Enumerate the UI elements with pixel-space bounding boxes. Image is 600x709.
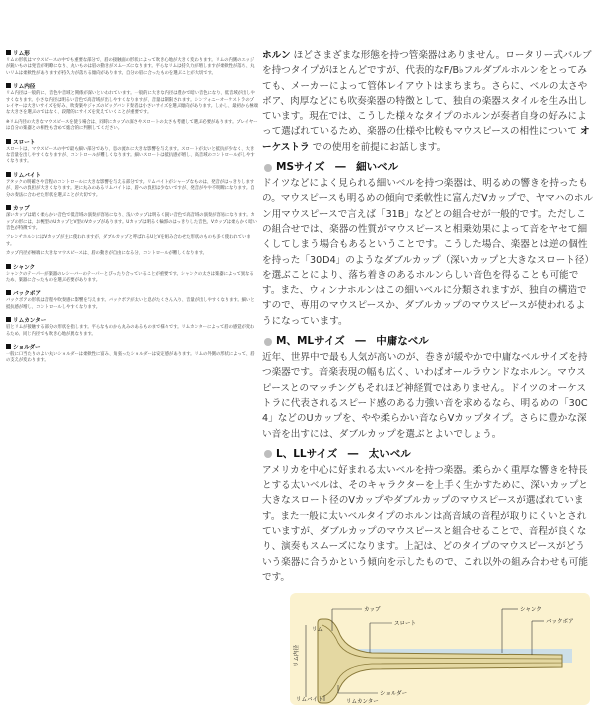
left-section-body [6,298,258,311]
left-section-title: リム形 [13,51,30,57]
label-throat: スロート [394,621,417,628]
square-bullet-icon [6,83,11,88]
left-section [6,290,258,311]
left-section-title: リムカンター [13,318,47,325]
label-rim-contour: リムカンター [346,699,379,706]
left-section-paragraph: リム内径は一般的に、音色や音域と関係が深いといわれています。一般的に大きな内径は豊かで暗い音色になり、低音域が出しやすくなります。小さな内径は明るい音色で高音域が出しやすくなりますが、音量は制限されます。シンフォニーオーケストラのプレイヤーは大きいサイズを好み、吹奏楽やジャズのビッグバンド奏者は小さいサイズを選ぶ傾向があります。しかし、最初から極端な大きさを選ぶのではなく、段階的にサイズを変えていくことが重要です。 [6,91,259,116]
left-section-paragraph: バックボアの形状は音程や吹奏感に影響を与えます。バックボアが太いと息がたくさん入り、音量が出しやすくなります。細いと抵抗感が増し、コントロールしやすくなります。 [6,298,255,310]
left-section-body [6,213,258,257]
square-bullet-icon [6,344,11,349]
label-rim: リム [312,627,324,634]
left-section-heading [6,264,258,272]
section-body-ms: ドイツなどによく見られる細いベルを持つ楽器は、明るめの響きを持ったもの。マウスピースも明るめの傾向で柔軟性に富んだVカップで、ヤマハのホルン用マウスピースで言えば「31B」などとの組合せが一般的です。ただしこの組合せでは、楽器の性質がマウスピースと相乗効果によって音をヤセて細くしてしまう場合もあるということです。こうした場合、楽器とは逆の個性を持った「30D4」のようなダブルカップ（深いカップと大きなスロート径）を選ぶことにより、落ち着きのあるホルンらしい音色を得ることも可能です。また、ウィンナホルンはこの細いベルに分類されますが、独自の構造ですので、専用のマウスピースか、ダブルカップのマウスピースが使われるようになっています。 [262,178,594,327]
left-section-heading [6,50,258,58]
square-bullet-icon [6,317,11,322]
square-bullet-icon [6,50,11,55]
section-heading-m-ml [262,334,594,349]
section-body-l-ll: アメリカを中心に好まれる太いベルを持つ楽器。柔らかく重厚な響きを特長とする太いベルは、そのキャラクターを上手く生かすために、深いカップと大きなスロート径のVカップやダブルカップのマウスピースが選ばれています。また一般に太いベルタイプのホルンは高音域の音程が取りにくいとされていますが、ダブルカップのマウスピースと組合せることで、音程が良くなり、演奏もスムーズになります。上記は、どのタイプのマウスピースがどういう楽器に合うかという傾向を示したもので、これ以外の組み合わせも可能です。 [262,464,588,583]
left-section-title: ショルダー [13,344,41,351]
left-section-paragraph: カップ内径が極端に大きなマウスピースは、唇の動きが自由になる分、コントロールが難しくなります。 [6,251,207,257]
left-section [6,83,258,132]
section-body-m-ml: 近年、世界中で最も人気が高いのが、巻きが緩やかで中庸なベルサイズを持つ楽器です。音楽表現の幅も広く、いわばオールラウンドなホルン。マウスピースとのマッチングもそれほど神経質ではありません。ドイツのオーケストラに代表されるスピード感のある力強い音を求めるなら、明るめの「30C4」などのUカップを、やや柔らかい音ならVカップタイプ。さらに豊かな深い音を出すには、ダブルカップを選ぶとよいでしょう。 [262,352,588,440]
left-section-heading [6,317,258,325]
bullet-circle-icon [264,450,272,458]
intro-term-horn: ホルン [262,50,291,61]
section-title-m-ml: M、MLサイズ ― 中庸なベル [276,335,429,348]
section-heading-ms [262,160,594,175]
square-bullet-icon [6,205,11,210]
left-section-paragraph: 一般に口当たりのよい丸いショルダーは柔軟性に富み、角張ったショルダーは安定感があります。リムの外側の形状によって、唇の支えが変わります。 [6,351,255,364]
left-section-heading [6,172,258,180]
left-section [6,139,258,166]
label-rim-inner: リム内径 [294,645,300,668]
left-section-title: カップ [13,206,30,213]
left-section-body [6,180,258,199]
left-section-body [6,325,258,338]
left-section-body [6,147,258,166]
intro-paragraph [262,48,594,155]
left-section-title: バックボア [13,291,41,298]
left-section-paragraph: 唇とリムが接触する部分の形状を指します。平らなものから丸みのあるものまで様々です。リムカンターによって唇の感覚が変わるため、同じ内径でも吹き心地が異なります。 [6,325,255,337]
square-bullet-icon [6,290,11,295]
left-section-paragraph: リムの形状はマウスピースの中でも重要な部分で、唇の接触面の形状によって吹き心地が大きく変わります。リムの内側のエッジが鋭いものは発音が明瞭になり、丸いものは唇の動きがスムーズになります。平らなリムは持久力が増しますが柔軟性が落ち、丸いリムは柔軟性がありますが持久力が落ちる傾向があります。自分の唇に合ったものを選ぶことが大切です。 [6,58,255,76]
left-section-heading [6,139,258,147]
left-section-title: リムバイト [13,172,41,179]
label-shank: シャンク [520,607,542,614]
left-section-paragraph: 深いカップは暗く柔らかい音色で低音域の演奏が容易になり、浅いカップは明るく鋭い音色で高音域の演奏が容易になります。カップの形には、お椀型のUカップとV型のVカップがあります。Uカップは明るく輪郭のはっきりした音色、Vカップは柔らかく暗い音色が特徴です。 [6,213,257,231]
intro-term-orchestra: オーケストラ [262,126,590,153]
section-heading-l-ll [262,447,594,462]
bullet-circle-icon [264,338,272,346]
left-section-paragraph: スロートは、マウスピースの中で最も細い部分であり、息の流れに大きな影響を与えます。スロートが太いと抵抗が少なく、大きな音量を出しやすくなりますが、コントロールが難しくなります。細いスロートは抵抗感が増し、高音域のコントロールがしやすくなります。 [6,146,255,165]
bullet-circle-icon [264,164,272,172]
label-backbore: バックボア [546,619,574,626]
left-section [6,344,258,365]
left-section [6,172,258,199]
left-section [6,205,258,257]
left-section-body [6,352,258,365]
left-section-body [6,58,258,77]
mouthpiece-diagram [262,589,594,709]
right-column [262,48,594,706]
left-section-title: スロート [13,139,36,146]
left-section-title: リム内径 [13,84,36,91]
left-section [6,264,258,285]
square-bullet-icon [6,172,11,177]
left-section-heading [6,205,258,213]
left-section-paragraph: アタックの明確さや音程のコントロールに大きな影響を与える部分です。リムバイトがシャープなものは、発音がはっきりしますが、唇への負担が大きくなります。逆に丸みのあるリムバイトは、唇への負担は少ないですが、発音がやや不明瞭になります。自分の奏法に合わせた形状を選ぶことが大切です。 [6,179,255,198]
left-section [6,50,258,77]
mouthpiece-diagram-svg [262,589,594,709]
label-shoulder: ショルダー [380,691,408,698]
section-title-ms: MSサイズ ― 細いベル [276,161,399,174]
left-section-body [6,91,258,132]
intro-text: ほどさまざまな形態を持つ管楽器はありません。ロータリー式バルブを持つタイプがほとんどですが、代表的なF/B♭フルダブルホルンをとってみても、メーカーによって管体レイアウトはまちまち。さらに、ベルの太さやボア、肉厚などにも吹奏楽器の特徴として、独自の楽器スタイルを生み出しています。現在では、こうした様々なタイプのホルンが奏者自身の好みによって選ばれているため、楽器の仕様や比較もマウスピースの相性について [262,50,592,138]
left-section-paragraph: ※リム内径の大きなマウスピースを使う場合は、同時にカップの深さやスロートの太さも考慮して選ぶ必要があります。プレイヤーは自分の楽器との相性も含めて総合的に判断してください。 [6,119,258,132]
intro-text-end: での使用を前提にお話します。 [312,141,447,153]
square-bullet-icon [6,139,11,144]
square-bullet-icon [6,264,11,269]
left-section-heading [6,344,258,352]
left-section-paragraph: フレンチホルンにはVカップが主に使われますが、ダブルカップと呼ばれるUとVを組み合わせた形状のものも多く使われています。 [6,235,251,247]
section-title-l-ll: L、LLサイズ ― 太いベル [276,447,411,460]
label-cup: カップ [364,607,381,614]
label-rim-bite: リムバイト [296,697,324,704]
left-section-body [6,272,258,285]
left-column [6,50,258,598]
left-section-paragraph: シャンクのテーパーが楽器のレシーバーのテーパーとぴったり合っていることが重要です。シャンクの太さは楽器によって異なるため、楽器に合ったものを選ぶ必要があります。 [6,271,254,283]
left-section-title: シャンク [13,264,36,271]
left-section [6,317,258,338]
